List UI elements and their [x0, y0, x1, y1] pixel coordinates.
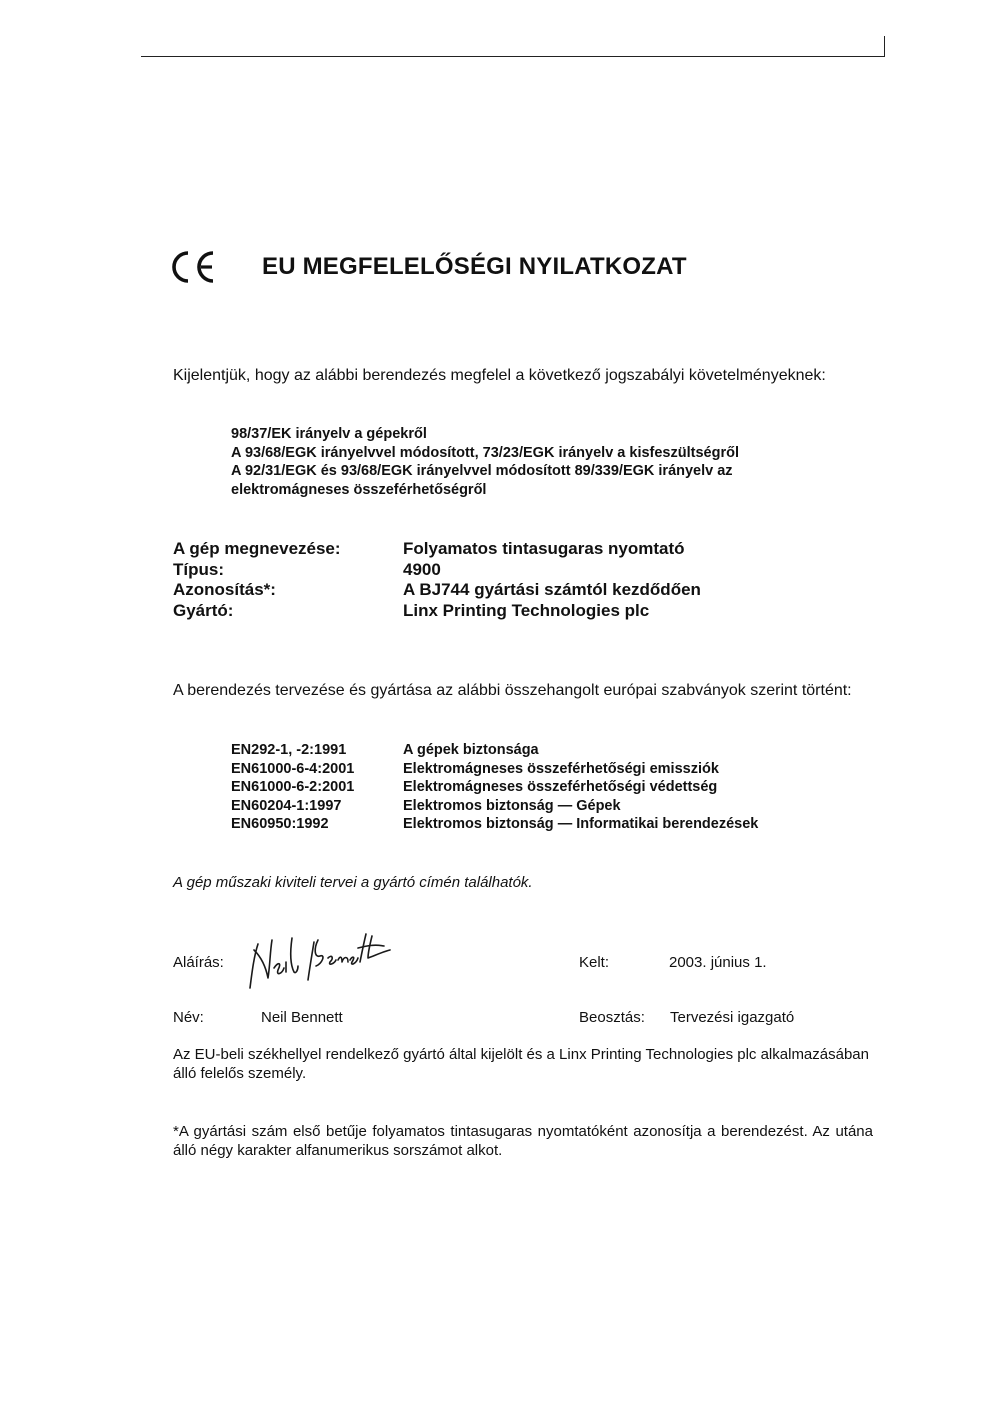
- machine-name-label: A gép megnevezése:: [173, 539, 341, 558]
- technical-files-note: A gép műszaki kiviteli tervei a gyártó címén találhatók.: [173, 874, 533, 891]
- type-label: Típus:: [173, 559, 224, 579]
- directive-item: A 93/68/EGK irányelvvel módosított, 73/23/EGK irányelv a kisfeszültségről: [231, 444, 739, 461]
- standard-code: EN292-1, -2:1991: [231, 742, 347, 758]
- directive-item: 98/37/EK irányelv a gépekről: [231, 426, 427, 442]
- standard-code: EN60950:1992: [231, 816, 329, 832]
- identification-label: Azonosítás*:: [173, 580, 276, 599]
- standard-description: Elektromos biztonság — Gépek: [403, 797, 621, 814]
- date-value: 2003. június 1.: [669, 954, 767, 971]
- header-rule: [141, 56, 885, 57]
- machine-name-value: Folyamatos tintasugaras nyomtató: [403, 539, 685, 558]
- handwritten-signature: [244, 928, 394, 994]
- manufacturer-label: Gyártó:: [173, 600, 234, 620]
- ce-mark-icon: [170, 250, 216, 284]
- standard-description: Elektromos biztonság — Informatikai berendezések: [403, 816, 759, 832]
- responsible-person-note: Az EU-beli székhellyel rendelkező gyártó által kijelölt és a Linx Printing Technologies plc alkalmazásában álló felelős személy.: [173, 1046, 869, 1082]
- standard-description: Elektromágneses összeférhetőségi védettség: [403, 779, 718, 795]
- name-label: Név:: [173, 1009, 204, 1026]
- manufacturer-value: Linx Printing Technologies plc: [403, 600, 650, 620]
- directive-list: [231, 425, 871, 499]
- date-label: Kelt:: [579, 954, 610, 971]
- signature-label: Aláírás:: [173, 954, 224, 971]
- type-value: 4900: [403, 559, 441, 579]
- directive-item: elektromágneses összeférhetőségről: [231, 481, 487, 498]
- header-rule-tick: [884, 36, 885, 56]
- standard-code: EN61000-6-2:2001: [231, 779, 355, 795]
- standard-description: Elektromágneses összeférhetőségi emissziók: [403, 760, 719, 777]
- standards-intro: A berendezés tervezése és gyártása az alábbi összehangolt európai szabványok szerint történt:: [173, 682, 852, 699]
- name-value: Neil Bennett: [261, 1009, 343, 1026]
- footnote: *A gyártási szám első betűje folyamatos tintasugaras nyomtatóként azonosítja a berendezést. Az utána álló négy karakter alfanumerikus sorszámot alkot.: [173, 1123, 873, 1159]
- directive-item: A 92/31/EGK és 93/68/EGK irányelvvel módosított 89/339/EGK irányelv az: [231, 463, 733, 479]
- standard-code: EN60204-1:1997: [231, 797, 342, 814]
- standard-description: A gépek biztonsága: [403, 742, 539, 758]
- declaration-intro: Kijelentjük, hogy az alábbi berendezés megfelel a következő jogszabályi követelményeknek:: [173, 367, 826, 384]
- standard-code: EN61000-6-4:2001: [231, 760, 355, 777]
- document-title: EU MEGFELELŐSÉGI NYILATKOZAT: [262, 253, 687, 280]
- position-label: Beosztás:: [579, 1009, 645, 1026]
- position-value: Tervezési igazgató: [670, 1009, 795, 1026]
- identification-value: A BJ744 gyártási számtól kezdődően: [403, 580, 701, 599]
